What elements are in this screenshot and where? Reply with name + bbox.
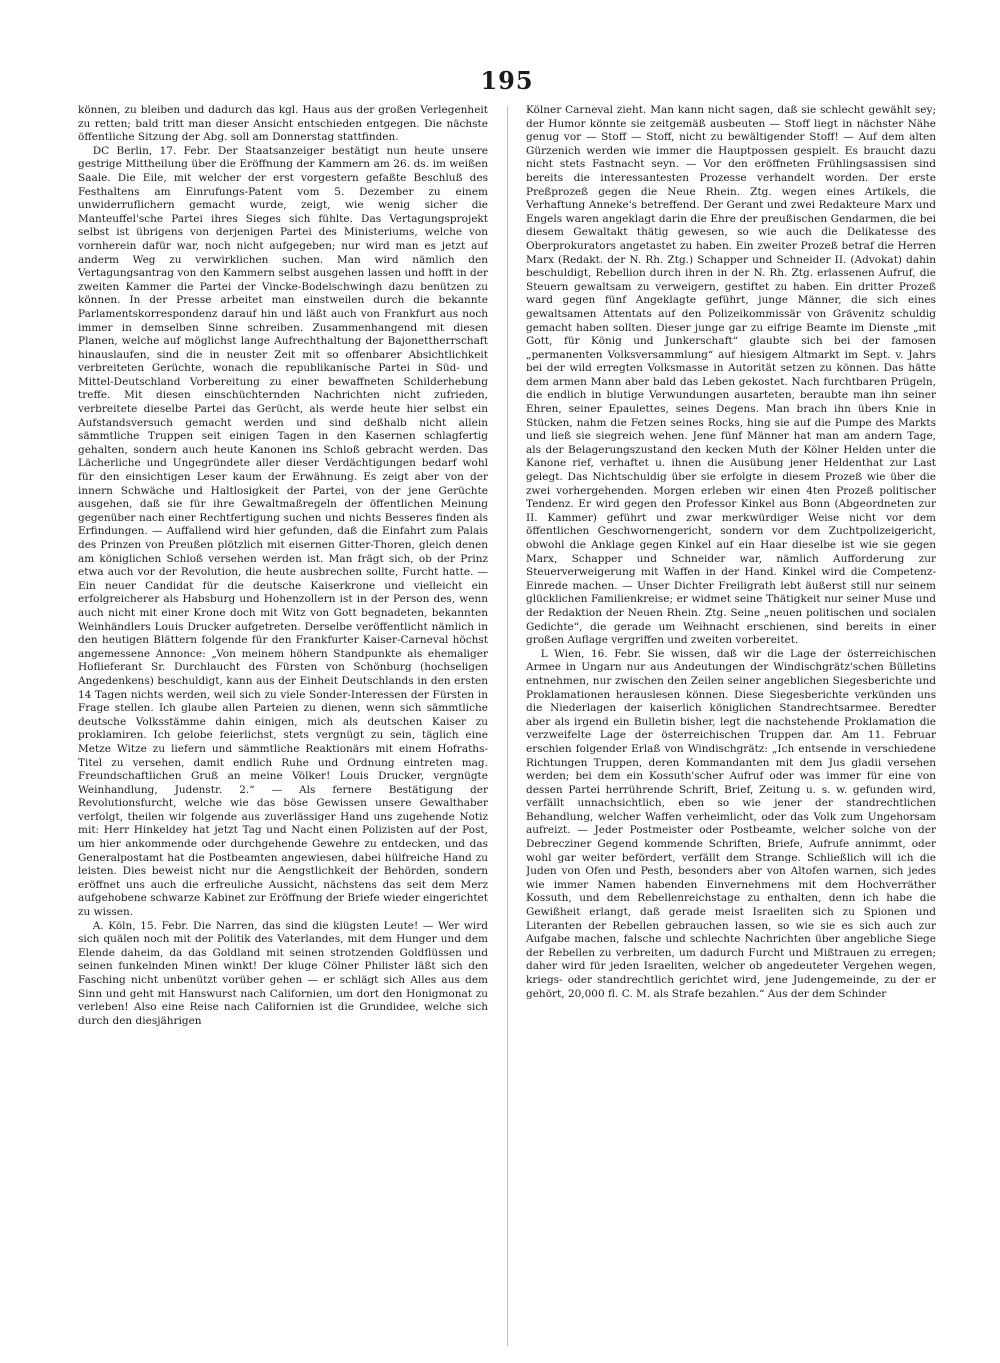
- right-paragraph-carneval: Kölner Carneval zieht. Man kann nicht sagen, daß sie schlecht gewählt sey; der Humor könnte sie zeitgemäß ausbeuten — Stoff liegt in nächster Nähe genug vor — Stoff — Stoff, nicht zu bewältigender Stoff! — Auf dem alten Gürzenich werden wie immer die Hauptpossen gespielt. Es braucht dazu nicht stets Fastnacht seyn. — Vor den eröffneten Frühlingsassisen sind bereits die interessantesten Prozesse verhandelt worden. Der erste Preßprozeß gegen die Neue Rhein. Ztg. wegen eines Artikels, die Verhaftung Anneke's betreffend. Der Gerant und zwei Redakteure Marx und Engels waren angeklagt darin die Ehre der preußischen Gendarmen, die bei diesem Gewaltakt thätig gewesen, so wie auch die Delikatesse des Oberprokurators angetastet zu haben. Ein zweiter Prozeß betraf die Herren Marx (Redakt. der N. Rh. Ztg.) Schapper und Schneider II. (Advokat) dahin beschuldigt, Rebellion durch ihren in der N. Rh. Ztg. erlassenen Aufruf, die Steuern gewaltsam zu verweigern, gestiftet zu haben. Ein dritter Prozeß ward gegen fünf Angeklagte geführt, junge Männer, die sich eines gewaltsamen Attentats auf den Polizeikommissär von Grävenitz schuldig gemacht haben sollten. Dieser junge gar zu eifrige Beamte im Dienste „mit Gott, für König und Junkerschaft“ glaubte sich bei der famosen „permanenten Volksversammlung“ auf hiesigem Altmarkt im Sept. v. Jahrs bei der wild erregten Volksmasse in Autorität setzen zu können. Das hätte dem armen Mann aber bald das Leben gekostet. Nach furchtbaren Prügeln, die endlich in blutige Verwundungen ausarteten, beraubte man ihn seiner Ehren, seiner Epaulettes, seines Degens. Man brach ihn übers Knie in Stücken, nahm die Fetzen seines Rocks, hing sie auf die Pumpe des Markts und ließ sie siegreich wehen. Jene fünf Männer hat man am andern Tage, als der Belagerungszustand den kecken Muth der Kölner Helden unter die Kanone rief, verhaftet u. ihnen die Ausübung jener Heldenthat zur Last gelegt. Das Nichtschuldig über sie erfolgte in diesem Prozeß wie über die zwei vorhergehenden. Morgen erleben wir einen 4ten Prozeß politischer Tendenz. Er wird gegen den Professor Kinkel aus Bonn (Abgeordneten zur II. Kammer) geführt und zwar merkwürdiger Weise nicht vor dem öffentlichen Geschwornengericht, sondern vor dem Zuchtpolizeigericht, obwohl die Anklage gegen Kinkel auf ein Haar dieselbe ist wie sie gegen Marx, Schapper und Schneider war, nämlich Aufforderung zur Steuerverweigerung mit Waffen in der Hand. Kinkel wird die Competenz-Einrede machen. — Unser Dichter Freiligrath lebt äußerst still nur seinem glücklichen Familienkreise; er widmet seine Thätigkeit nur seiner Muse und der Redaktion der Neuen Rhein. Ztg. Seine „neuen politischen und socialen Gedichte“, die gerade um Weihnacht erschienen, sind bereits in einer großen Auflage vergriffen und zweiten vorbereitet.: [526, 104, 936, 647]
- left-paragraph-berlin: DC Berlin, 17. Febr. Der Staatsanzeiger bestätigt nun heute unsere gestrige Mittheilung über die Eröffnung der Kammern am 26. ds. im weißen Saale. Die Eile, mit welcher der erst vorgestern gefaßte Beschluß des Festhaltens am Einrufungs-Patent vom 5. Dezember zu einem unwiderruflichern gemacht wurde, zeigt, wie wenig sicher die Manteuffel'sche Partei ihres Sieges sich fühlte. Das Vertagungsprojekt selbst ist übrigens von derjenigen Partei des Ministeriums, welche von vornherein dafür war, noch nicht aufgegeben; nur wird man es jetzt auf anderm Weg zu verwirklichen suchen. Man wird nämlich den Vertagungsantrag von den Kammern selbst ausgehen lassen und hofft in der zweiten Kammer die Partei der Vincke-Bodelschwingh dazu benützen zu können. In der Presse arbeitet man einstweilen durch die bekannte Parlamentskorrespondenz darauf hin und läßt auch von Frankfurt aus noch immer in demselben Sinne schreiben. Zusammenhangend mit diesen Planen, welche auf möglichst lange Aufrechthaltung der Bajonettherrschaft hinauslaufen, sind die in neuster Zeit mit so offenbarer Absichtlichkeit verbreiteten Gerüchte, wonach die republikanische Partei in Süd- und Mittel-Deutschland Vorbereitung zu einer bewaffneten Schilderhebung treffe. Mit diesen einschüchternden Nachrichten nicht zufrieden, verbreitete dieselbe Partei das Gerücht, als werde heute hier selbst ein Aufstandsversuch gemacht werden und sind deßhalb nicht allein sämmtliche Truppen seit einigen Tagen in den Kasernen schlagfertig gehalten, sondern auch heute Kanonen ins Schloß gebracht werden. Das Lächerliche und Ungegründete aller dieser Verdächtigungen bedarf wohl für den einsichtigen Leser kaum der Erwähnung. Es zeigt aber von der innern Schwäche und Haltlosigkeit der Partei, von der jene Gerüchte ausgehen, daß sie für ihre Gewaltmaßregeln der öffentlichen Meinung gegenüber nach einer Rechtfertigung suchen und nichts Besseres finden als Erfindungen. — Auffallend wird hier gefunden, daß die Einfahrt zum Palais des Prinzen von Preußen plötzlich mit eisernen Gitter-Thoren, gleich denen am königlichen Schloß versehen werden ist. Man frägt sich, ob der Prinz etwa auch vor der Revolution, die heute ausbrechen sollte, Furcht hatte. — Ein neuer Candidat für die deutsche Kaiserkrone und vielleicht ein erfolgreicherer als Habsburg und Hohenzollern ist in der Person des, wenn auch nicht mit einer Krone doch mit Witz von Gott begnadeten, bekannten Weinhändlers Louis Drucker aufgetreten. Derselbe veröffentlicht nämlich in den heutigen Blättern folgende für den Frankfurter Kaiser-Carneval höchst angemessene Annonce: „Von meinem höhern Standpunkte als ehemaliger Hoflieferant Sr. Durchlaucht des Fürsten von Schönburg (hochseligen Angedenkens) beschuldigt, kann aus der Einheit Deutschlands in den ersten 14 Tagen nichts werden, weil sich zu viele Sonder-Interessen der Fürsten in Frage stellen. Ich glaube allen Parteien zu dienen, wenn sich sämmtliche deutsche Volksstämme dahin einigen, mich als deutschen Kaiser zu proklamiren. Ich gelobe feierlichst, stets vergnügt zu sein, täglich eine Metze Witze zu liefern und sämmtliche Reaktionärs mit einem Hofraths-Titel zu versehen, damit endlich Ruhe und Ordnung eintreten mag. Freundschaftlichen Gruß an meine Völker! Louis Drucker, vergnügte Weinhandlung, Judenstr. 2.“ — Als fernere Bestätigung der Revolutionsfurcht, welche wie das böse Gewissen unsere Gewalthaber verfolgt, theilen wir folgende aus zuverlässiger Hand uns zugehende Notiz mit: Herr Hinkeldey hat jetzt Tag und Nacht einen Polizisten auf der Post, um hier ankommende oder durchgehende Gewehre zu entdecken, und das Generalpostamt hat die Postbeamten angewiesen, dabei hülfreiche Hand zu leisten. Dies beweist nicht nur die Aengstlichkeit der Behörden, sondern eröffnet uns auch die erfreuliche Aussicht, nächstens das seit dem Merz aufgehobene schwarze Kabinet zur Eröffnung der Briefe wieder eingerichtet zu wissen.: [78, 144, 488, 919]
- left-paragraph-koeln: A. Köln, 15. Febr. Die Narren, das sind die klügsten Leute! — Wer wird sich quälen noch mit der Politik des Vaterlandes, mit dem Hunger und dem Elende daheim, da das Goldland mit seinen strotzenden Goldflüssen und seinen funkelnden Minen winkt! Der kluge Cölner Philister läßt sich den Fasching nicht unbenützt vorüber gehen — er schlägt sich Alles aus dem Sinn und geht mit Hanswurst nach Californien, um dort den Honigmonat zu verleben! Also eine Reise nach Californien ist die Grundidee, welche sich durch den diesjährigen: [78, 919, 488, 1027]
- right-paragraph-wien: L Wien, 16. Febr. Sie wissen, daß wir die Lage der österreichischen Armee in Ungarn nur aus Andeutungen der Windischgrätz'schen Bülletins entnehmen, nur zwischen den Zeilen seiner angeblichen Siegesberichte und Proklamationen herauslesen können. Diese Siegesberichte verkünden uns die Niederlagen der kaiserlich königlichen Standrechtsarmee. Beredter aber als irgend ein Bulletin bisher, legt die nachstehende Proklamation die verzweifelte Lage der österreichischen Truppen dar. Am 11. Februar erschien folgender Erlaß von Windischgrätz: „Ich entsende in verschiedene Richtungen Truppen, deren Kommandanten mit dem Jus gladii versehen werden; bei dem ein Kossuth'scher Aufruf oder was immer für eine von dessen Partei herrührende Schrift, Brief, Zeitung u. s. w. gefunden wird, verfällt unnachsichtlich, eben so wie jener der standrechtlichen Behandlung, welcher Waffen verheimlicht, oder das Volk zum Ungehorsam aufreizt. — Jeder Postmeister oder Postbeamte, welcher solche von der Debrecziner Gegend kommende Schriften, Briefe, Aufrufe annimmt, oder wohl gar weiter befördert, verfällt dem Strange. Schließlich will ich die Juden von Ofen und Pesth, besonders aber von Altofen warnen, sich jedes wie immer Namen habenden Einvernehmens mit dem Hochverräther Kossuth, und dem Rebellenreichstage zu enthalten, denn ich habe die Gewißheit erlangt, daß gerade meist Israeliten sich zu Spionen und Literanten der Rebellen gebrauchen lassen, so wie sie es sich auch zur Aufgabe machen, falsche und schlechte Nachrichten über angebliche Siege der Rebellen zu verbreiten, um dadurch Furcht und Mißtrauen zu erregen; daher wird für jeden Israeliten, welcher ob angedeuteter Vergehen wegen, kriegs- oder standrechtlich gerichtet wird, jene Judengemeinde, zu der er gehört, 20,000 fl. C. M. als Strafe bezahlen.“ Aus der dem Schinder: [526, 647, 936, 1000]
- column-divider: [507, 106, 508, 1346]
- page-number: 195: [480, 66, 534, 95]
- left-column: [78, 104, 488, 1352]
- left-paragraph-1: können, zu bleiben und dadurch das kgl. Haus aus der großen Verlegenheit zu retten; bald tritt man dieser Ansicht entschieden entgegen. Die nächste öffentliche Sitzung der Abg. soll am Donnerstag stattfinden.: [78, 104, 488, 144]
- newspaper-page: [78, 66, 936, 1356]
- right-column: [526, 104, 936, 1352]
